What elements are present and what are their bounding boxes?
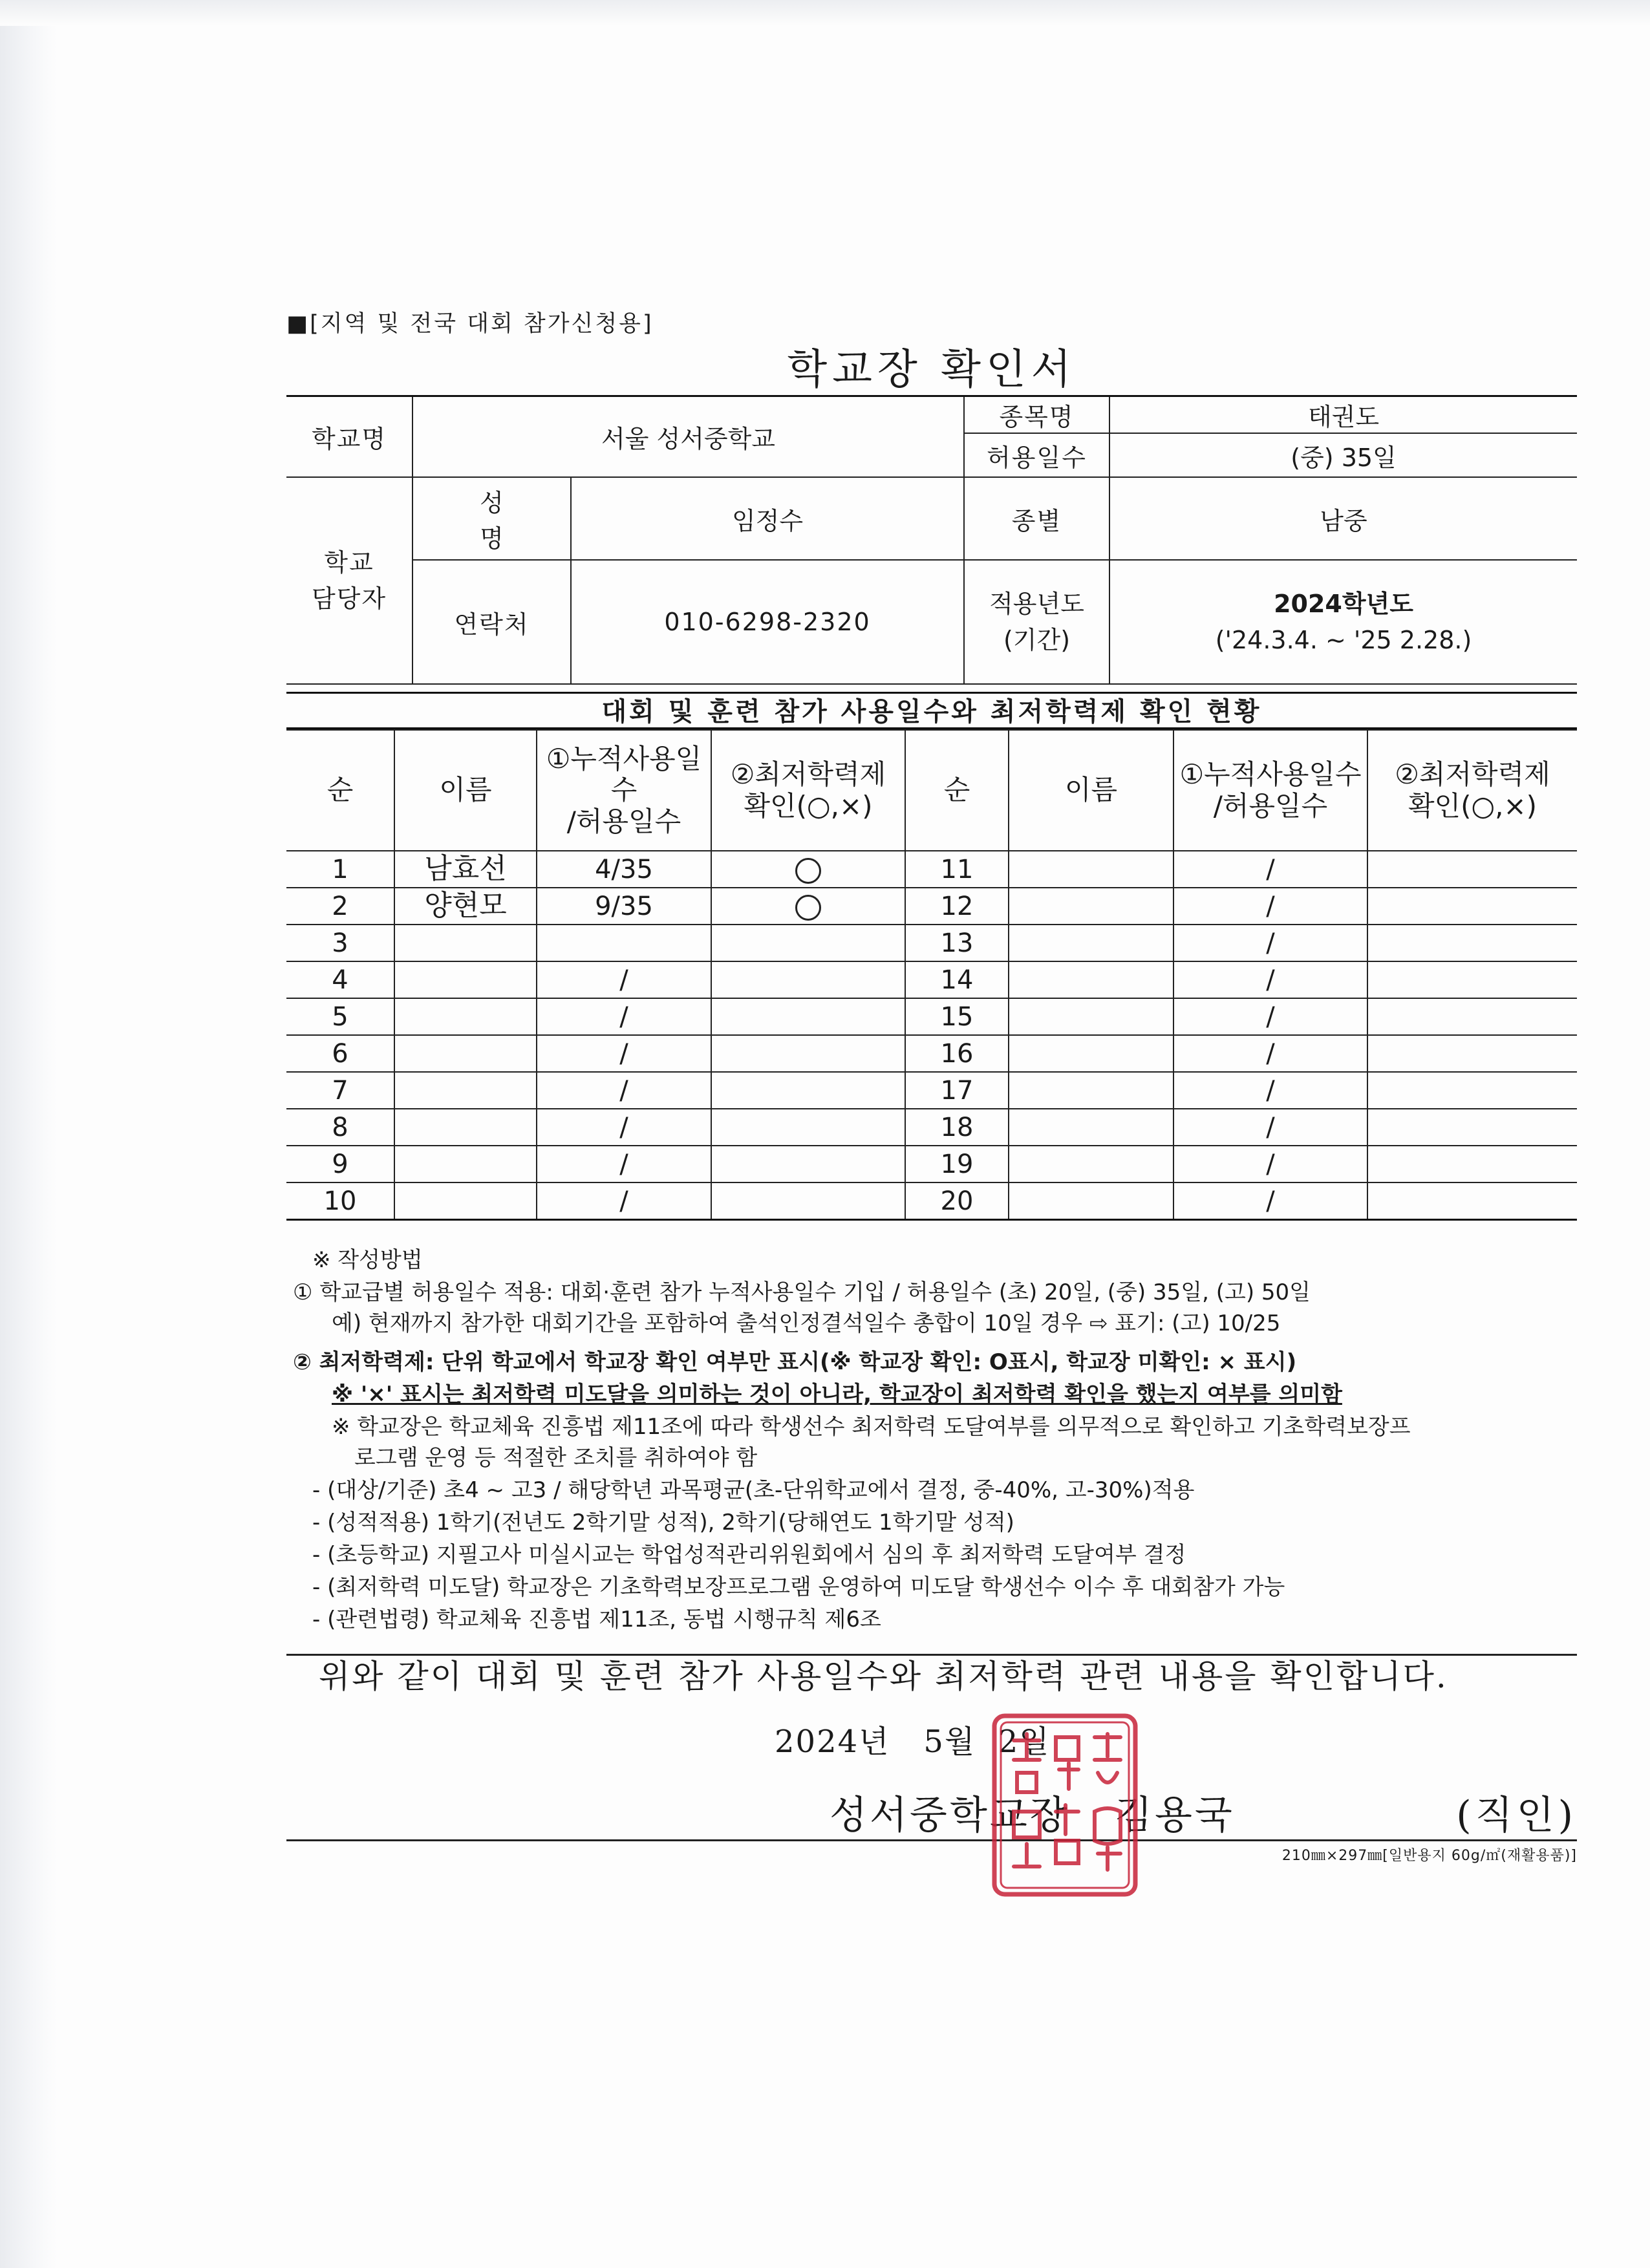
note-2-warning: ※ '×' 표시는 최저학력 미도달을 의미하는 것이 아니라, 학교장이 최저학력 확인을 했는지 여부를 의미함 [332,1382,1342,1407]
table-row [286,851,1577,888]
name-cell [1009,1146,1173,1182]
row-number: 3 [286,925,394,961]
name-cell [394,925,537,961]
min-academic-cell [711,1109,905,1146]
row-number: 6 [286,1035,394,1072]
name-cell [1009,998,1173,1035]
min-academic-cell [711,1035,905,1072]
table-row [286,998,1577,1035]
min-academic-cell [711,1182,905,1220]
col-used-days: ①누적사용일수 /허용일수 [537,730,711,851]
manager-label: 학교 담당자 [286,477,412,684]
row-number: 9 [286,1146,394,1182]
school-value: 서울 성서중학교 [412,396,964,478]
min-academic-cell [1367,1146,1577,1182]
min-academic-cell [1367,1182,1577,1220]
name-cell [394,998,537,1035]
date-day: 2일 [998,1724,1051,1760]
row-number: 7 [286,1072,394,1109]
date-month: 5월 [923,1724,976,1760]
used-days-cell: / [537,998,711,1035]
col-name: 이름 [394,730,537,851]
row-number: 13 [905,925,1009,961]
row-number: 15 [905,998,1009,1035]
used-days-cell: / [537,1146,711,1182]
used-days-cell: / [1173,851,1367,888]
used-days-cell: / [537,1182,711,1220]
used-days-cell: / [1173,888,1367,925]
name-cell [1009,1182,1173,1220]
used-days-cell: / [537,1035,711,1072]
notes-heading: ※ 작성방법 [312,1247,423,1273]
table-row [286,1182,1577,1220]
contact-value: 010-6298-2320 [571,560,964,684]
col-used-days-right: ①누적사용일수 /허용일수 [1173,730,1367,851]
name-cell [394,1072,537,1109]
row-number: 19 [905,1146,1009,1182]
name-cell [1009,851,1173,888]
paper-spec-note: 210㎜×297㎜[일반용지 60g/㎡(재활용품)] [1281,1848,1577,1864]
school-label: 학교명 [286,396,412,478]
contact-label: 연락처 [412,560,571,684]
row-number: 11 [905,851,1009,888]
row-number: 4 [286,961,394,998]
official-seal-label: (직인) [1456,1793,1577,1838]
sport-value: 태권도 [1109,396,1577,434]
allowed-days-value: (중) 35일 [1109,433,1577,477]
min-academic-cell [1367,1109,1577,1146]
used-days-cell: 4/35 [537,851,711,888]
col-no-right: 순 [905,730,1009,851]
note-2-duty: ※ 학교장은 학교체육 진흥법 제11조에 따라 학생선수 최저학력 도달여부를 의무적으로 확인하고 기초학력보장프 [332,1414,1411,1440]
row-number: 14 [905,961,1009,998]
used-days-cell: / [1173,1109,1367,1146]
used-days-cell: / [1173,961,1367,998]
min-academic-cell [1367,961,1577,998]
row-number: 10 [286,1182,394,1220]
scan-shadow-left [0,0,57,2268]
used-days-cell [537,925,711,961]
min-academic-cell [711,925,905,961]
detail-target: - (대상/기준) 초4 ~ 고3 / 해당학년 과목평균(초-단위학교에서 결정, 중-40%, 고-30%)적용 [312,1477,1195,1503]
col-min-academic-right: ②최저학력제 확인(○,×) [1367,730,1577,851]
used-days-cell: / [1173,1182,1367,1220]
detail-not-reached: - (최저학력 미도달) 학교장은 기초학력보장프로그램 운영하여 미도달 학생선수 이수 후 대회참가 가능 [312,1574,1285,1600]
min-academic-cell [711,961,905,998]
name-cell [1009,888,1173,925]
name-cell [394,1035,537,1072]
table-row [286,961,1577,998]
min-academic-cell [1367,1035,1577,1072]
scan-shadow-top [0,0,1650,26]
min-academic-cell [711,851,905,888]
col-name-right: 이름 [1009,730,1173,851]
detail-laws: - (관련법령) 학교체육 진흥법 제11조, 동법 시행규칙 제6조 [312,1607,881,1632]
row-number: 12 [905,888,1009,925]
table-row [286,925,1577,961]
row-number: 8 [286,1109,394,1146]
document-title: 학교장 확인서 [787,346,1077,394]
year-value [1109,560,1577,684]
used-days-cell: / [537,1072,711,1109]
col-no: 순 [286,730,394,851]
name-cell [394,1146,537,1182]
row-number: 16 [905,1035,1009,1072]
table-row [286,1035,1577,1072]
name-value: 임정수 [571,477,964,560]
athlete-list-table [286,729,1577,1221]
min-academic-cell [711,1146,905,1182]
school-info-table [286,395,1577,685]
form-usage-tag: ■[지역 및 전국 대회 참가신청용] [286,311,654,337]
detail-grades: - (성적적용) 1학기(전년도 2학기말 성적), 2학기(당해연도 1학기말 성적) [312,1510,1014,1535]
name-cell: 남효선 [394,851,537,888]
min-academic-cell [711,888,905,925]
name-cell [1009,925,1173,961]
confirmation-statement: 위와 같이 대회 및 훈련 참가 사용일수와 최저학력 관련 내용을 확인합니다. [319,1658,1448,1695]
sport-label: 종목명 [964,396,1109,434]
row-number: 1 [286,851,394,888]
table-row [286,888,1577,925]
min-academic-cell [1367,925,1577,961]
note-2-duty-cont: 로그램 운영 등 적절한 조치를 취하여야 함 [354,1445,758,1471]
col-min-academic: ②최저학력제 확인(○,×) [711,730,905,851]
year-label-line1: 적용년도 [989,590,1084,618]
used-days-cell: / [1173,1035,1367,1072]
min-academic-cell [1367,888,1577,925]
section-title: 대회 및 훈련 참가 사용일수와 최저학력제 확인 현황 [286,692,1577,729]
type-value: 남중 [1109,477,1577,560]
table-row [286,1109,1577,1146]
row-number: 18 [905,1109,1009,1146]
detail-elementary: - (초등학교) 지필고사 미실시교는 학업성적관리위원회에서 심의 후 최저학력 도달여부 결정 [312,1542,1186,1568]
name-cell: 양현모 [394,888,537,925]
used-days-cell: 9/35 [537,888,711,925]
table-row [286,1072,1577,1109]
note-2: ② 최저학력제: 단위 학교에서 학교장 확인 여부만 표시(※ 학교장 확인: O표시, 학교장 미확인: × 표시) [293,1349,1297,1375]
used-days-cell: / [1173,998,1367,1035]
check-circle-icon [795,895,821,921]
name-cell [1009,961,1173,998]
name-cell [1009,1072,1173,1109]
table-row [286,1146,1577,1182]
min-academic-cell [711,1072,905,1109]
row-number: 17 [905,1072,1009,1109]
name-cell [1009,1035,1173,1072]
min-academic-cell [711,998,905,1035]
row-number: 2 [286,888,394,925]
name-cell [394,1109,537,1146]
note-1: ① 학교급별 허용일수 적용: 대회·훈련 참가 누적사용일수 기입 / 허용일수 (초) 20일, (중) 35일, (고) 50일 [293,1279,1311,1305]
name-label: 성 명 [412,477,571,560]
allowed-days-label: 허용일수 [964,433,1109,477]
date-year: 2024년 [775,1724,890,1760]
bottom-divider [286,1839,1577,1841]
year-label-line2: (기간) [1003,626,1071,654]
min-academic-cell [1367,1072,1577,1109]
principal-title: 성서중학교장 [830,1793,1070,1838]
used-days-cell: / [1173,1146,1367,1182]
row-number: 5 [286,998,394,1035]
used-days-cell: / [537,1109,711,1146]
name-cell [1009,1109,1173,1146]
year-label [964,560,1109,684]
year-value-line2: ('24.3.4. ~ '25 2.28.) [1215,626,1472,654]
official-seal-stamp [988,1708,1143,1902]
check-circle-icon [795,858,821,884]
min-academic-cell [1367,851,1577,888]
used-days-cell: / [537,961,711,998]
row-number: 20 [905,1182,1009,1220]
principal-name: 김용국 [1114,1793,1235,1838]
year-value-line1: 2024학년도 [1274,590,1413,618]
table-header-row [286,730,1577,851]
redacted-mark [778,929,839,959]
type-label: 종별 [964,477,1109,560]
used-days-cell: / [1173,1072,1367,1109]
note-1-example: 예) 현재까지 참가한 대회기간을 포함하여 출석인정결석일수 총합이 10일 경우 ⇨ 표기: (고) 10/25 [332,1311,1281,1336]
name-cell [394,1182,537,1220]
min-academic-cell [1367,998,1577,1035]
name-cell [394,961,537,998]
used-days-cell: / [1173,925,1367,961]
